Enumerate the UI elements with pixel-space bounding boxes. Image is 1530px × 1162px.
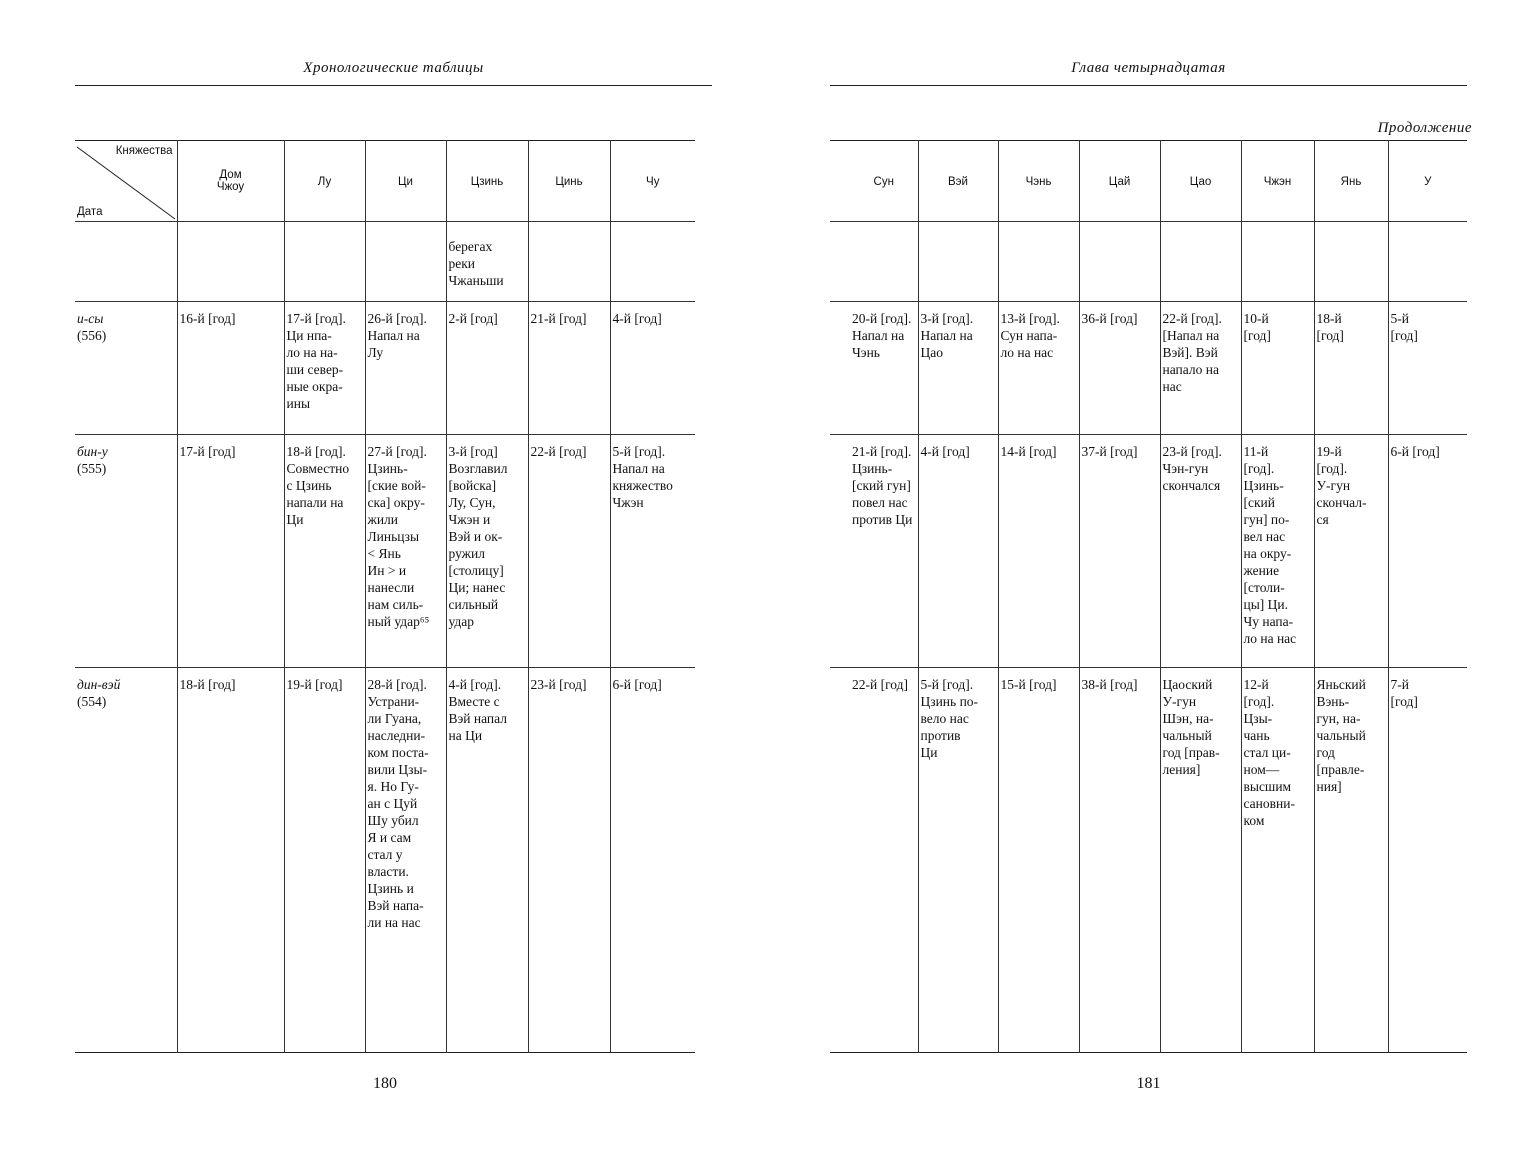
table-cell: [365, 222, 446, 302]
table-cell: [1314, 222, 1388, 302]
column-header: Янь: [1314, 141, 1388, 222]
table-cell: 18-й [год]: [177, 668, 284, 1053]
table-cell: 5-й [год]. Цзинь по- вело нас против Ци: [918, 668, 998, 1053]
table-cell: [1079, 222, 1160, 302]
column-header: Цай: [1079, 141, 1160, 222]
continued-label: Продолжение: [1377, 120, 1472, 136]
table-cell: берегах реки Чжаньши: [446, 222, 528, 302]
table-cell: Цаоский У-гун Шэн, на- чальный год [прав- ления]: [1160, 668, 1241, 1053]
table-cell: 23-й [год]. Чэн-гун скончался: [1160, 435, 1241, 668]
table-cell: 12-й [год]. Цзы- чань стал ци- ном— высшим сановни- ком: [1241, 668, 1314, 1053]
table-cell: 6-й [год]: [1388, 435, 1467, 668]
table-cell: 3-й [год]. Напал на Цао: [918, 302, 998, 435]
column-header: Вэй: [918, 141, 998, 222]
table-cell: 17-й [год]: [177, 435, 284, 668]
table-row: [830, 435, 1467, 668]
table-cell: [1241, 222, 1314, 302]
page-number: 180: [373, 1075, 397, 1092]
column-header: Чэнь: [998, 141, 1079, 222]
table-cell: 16-й [год]: [177, 302, 284, 435]
table-cell: 19-й [год]. У-гун скончал- ся: [1314, 435, 1388, 668]
table-cell: 7-й [год]: [1388, 668, 1467, 1053]
column-header: Сун: [830, 141, 918, 222]
table-cell: [830, 222, 918, 302]
table-cell: 18-й [год]: [1314, 302, 1388, 435]
table-cell: 22-й [год]. [Напал на Вэй]. Вэй напало на нас: [1160, 302, 1241, 435]
header-rule: [75, 85, 712, 86]
corner-cell: [75, 141, 177, 222]
table-cell: 18-й [год]. Совместно с Цзинь напали на Ци: [284, 435, 365, 668]
table-cell: 13-й [год]. Сун напа- ло на нас: [998, 302, 1079, 435]
column-header: Цао: [1160, 141, 1241, 222]
column-header: Чжэн: [1241, 141, 1314, 222]
table-cell: [284, 222, 365, 302]
table-row: [75, 302, 695, 435]
running-head: Хронологические таблицы: [303, 60, 484, 76]
column-header: Чу: [610, 141, 695, 222]
table-cell: [177, 222, 284, 302]
chronology-table-left: [75, 140, 695, 1053]
running-head: Глава четырнадцатая: [1071, 60, 1226, 76]
table-cell: 22-й [год]: [528, 435, 610, 668]
page-number: 181: [1136, 1075, 1161, 1092]
table-cell: [1160, 222, 1241, 302]
table-cell: 37-й [год]: [1079, 435, 1160, 668]
table-cell: [610, 222, 695, 302]
right-page: [765, 0, 1530, 1162]
column-header: У: [1388, 141, 1467, 222]
table-cell: 4-й [год]: [918, 435, 998, 668]
date-cell: и-сы (556): [75, 302, 177, 435]
table-cell: 23-й [год]: [528, 668, 610, 1053]
table-cell: 21-й [год]: [528, 302, 610, 435]
header-row: [830, 141, 1467, 222]
table-cell: 2-й [год]: [446, 302, 528, 435]
table-cell: 4-й [год]: [610, 302, 695, 435]
table-cell: [528, 222, 610, 302]
table-cell: Яньский Вэнь- гун, на- чальный год [правле- ния]: [1314, 668, 1388, 1053]
header-rule: [830, 85, 1467, 86]
column-header: Цзинь: [446, 141, 528, 222]
table-cell: 22-й [год]: [830, 668, 918, 1053]
table-row: [830, 668, 1467, 1053]
date-cell: дин-вэй (554): [75, 668, 177, 1053]
table-cell: 20-й [год]. Напал на Чэнь: [830, 302, 918, 435]
date-cell: [75, 222, 177, 302]
table-row: [75, 435, 695, 668]
date-cell: бин-у (555): [75, 435, 177, 668]
table-cell: 11-й [год]. Цзинь- [ский гун] по- вел нас на окру- жение [столи- цы] Ци. Чу напа- ло на нас: [1241, 435, 1314, 668]
table-cell: 10-й [год]: [1241, 302, 1314, 435]
table-cell: 19-й [год]: [284, 668, 365, 1053]
table-cell: 14-й [год]: [998, 435, 1079, 668]
table-cell: 4-й [год]. Вместе с Вэй напал на Ци: [446, 668, 528, 1053]
table-cell: [998, 222, 1079, 302]
table-cell: 26-й [год]. Напал на Лу: [365, 302, 446, 435]
table-cell: 5-й [год]: [1388, 302, 1467, 435]
table-row: [830, 222, 1467, 302]
table-cell: 38-й [год]: [1079, 668, 1160, 1053]
corner-label-date: Дата: [77, 206, 103, 218]
column-header: Дом Чжоу: [177, 141, 284, 222]
table-row: [830, 302, 1467, 435]
table-cell: 5-й [год]. Напал на княжество Чжэн: [610, 435, 695, 668]
table-cell: 15-й [год]: [998, 668, 1079, 1053]
table-cell: 3-й [год] Возглавил [войска] Лу, Сун, Чжэн и Вэй и ок- ружил [столицу] Ци; нанес сильный удар: [446, 435, 528, 668]
column-header: Цинь: [528, 141, 610, 222]
header-row: [75, 141, 695, 222]
column-header: Ци: [365, 141, 446, 222]
chronology-table-right: [830, 140, 1467, 1053]
table-cell: 21-й [год]. Цзинь- [ский гун] повел нас против Ци: [830, 435, 918, 668]
table-row: [75, 222, 695, 302]
table-cell: 17-й [год]. Ци нпа- ло на на- ши север- ные окра- ины: [284, 302, 365, 435]
table-cell: 28-й [год]. Устрани- ли Гуана, наследни- ком поста- вили Цзы- я. Но Гу- ан с Цуй Шу убил Я и сам стал у власти. Цзинь и Вэй напа- ли на нас: [365, 668, 446, 1053]
table-cell: 27-й [год]. Цзинь- [ские вой- ска] окру- жили Линьцзы < Янь Ин > и нанесли нам силь- ный удар⁶⁵: [365, 435, 446, 668]
table-cell: [918, 222, 998, 302]
column-header: Лу: [284, 141, 365, 222]
corner-label-principalities: Княжества: [115, 145, 173, 157]
table-cell: [1388, 222, 1467, 302]
table-row: [75, 668, 695, 1053]
table-cell: 6-й [год]: [610, 668, 695, 1053]
table-cell: 36-й [год]: [1079, 302, 1160, 435]
